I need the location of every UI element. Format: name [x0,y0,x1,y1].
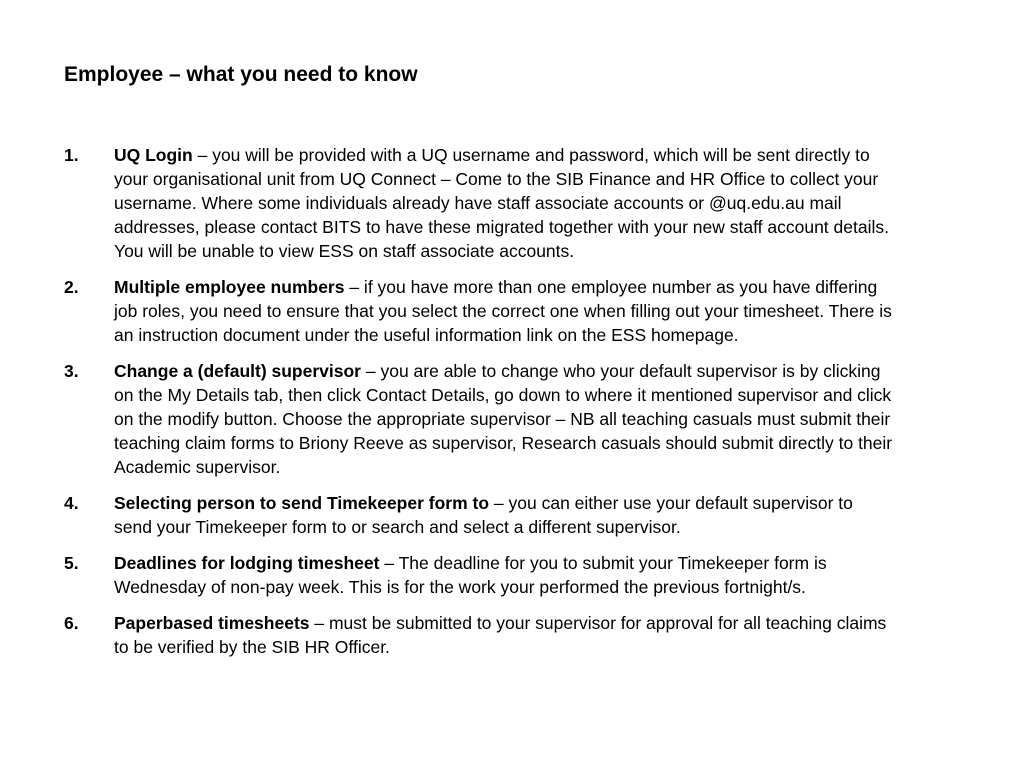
list-item-multiple-employee-numbers [64,275,894,347]
list-item-heading: UQ Login [114,145,193,165]
list-item-paperbased-timesheets [64,611,894,659]
list-item-heading: Multiple employee numbers [114,277,345,297]
slide-title: Employee – what you need to know [64,63,418,86]
list-item-selecting-person [64,491,894,539]
list-item-heading: Paperbased timesheets [114,613,310,633]
list-item-heading: Selecting person to send Timekeeper form to [114,493,490,513]
list-item-number: 2. [64,277,79,297]
list-item-text: – you will be provided with a UQ username and password, which will be sent directly to your organisational unit from UQ Connect – Come to the SIB Finance and HR Office to collect your username. Where some individuals already have staff associate accounts or @uq.edu.au mail addresses, please contact BITS to have these migrated together with your new staff account details. You will be unable to view ESS on staff associate accounts. [114,145,889,261]
list-item-change-supervisor [64,359,894,479]
list-item-text: – you are able to change who your default supervisor is by clicking on the My Details tab, then click Contact Details, go down to where it mentioned supervisor and click on the modify button. Choose the appropriate supervisor – NB all teaching casuals must submit their teaching claim forms to Briony Reeve as supervisor, Research casuals should submit directly to their Academic supervisor. [114,361,893,477]
list-item-number: 3. [64,361,79,381]
list-item-text: – must be submitted to your supervisor for approval for all teaching claims to be verified by the SIB HR Officer. [114,613,887,657]
list-item-text: – you can either use your default supervisor to send your Timekeeper form to or search and select a different supervisor. [114,493,853,537]
list-item-number: 1. [64,145,79,165]
list-item-text: – The deadline for you to submit your Timekeeper form is Wednesday of non-pay week. This is for the work your performed the previous fortnight/s. [114,553,827,597]
list-item-deadlines [64,551,894,599]
list-item-heading: Deadlines for lodging timesheet [114,553,380,573]
list-item-heading: Change a (default) supervisor [114,361,361,381]
list-item-number: 4. [64,493,79,513]
list-item-uq-login [64,143,894,263]
list-item-text: – if you have more than one employee number as you have differing job roles, you need to ensure that you select the correct one when filling out your timesheet. There is an instruction document under the useful information link on the ESS homepage. [114,277,892,345]
list-item-number: 5. [64,553,79,573]
info-list [64,143,894,671]
list-item-number: 6. [64,613,79,633]
